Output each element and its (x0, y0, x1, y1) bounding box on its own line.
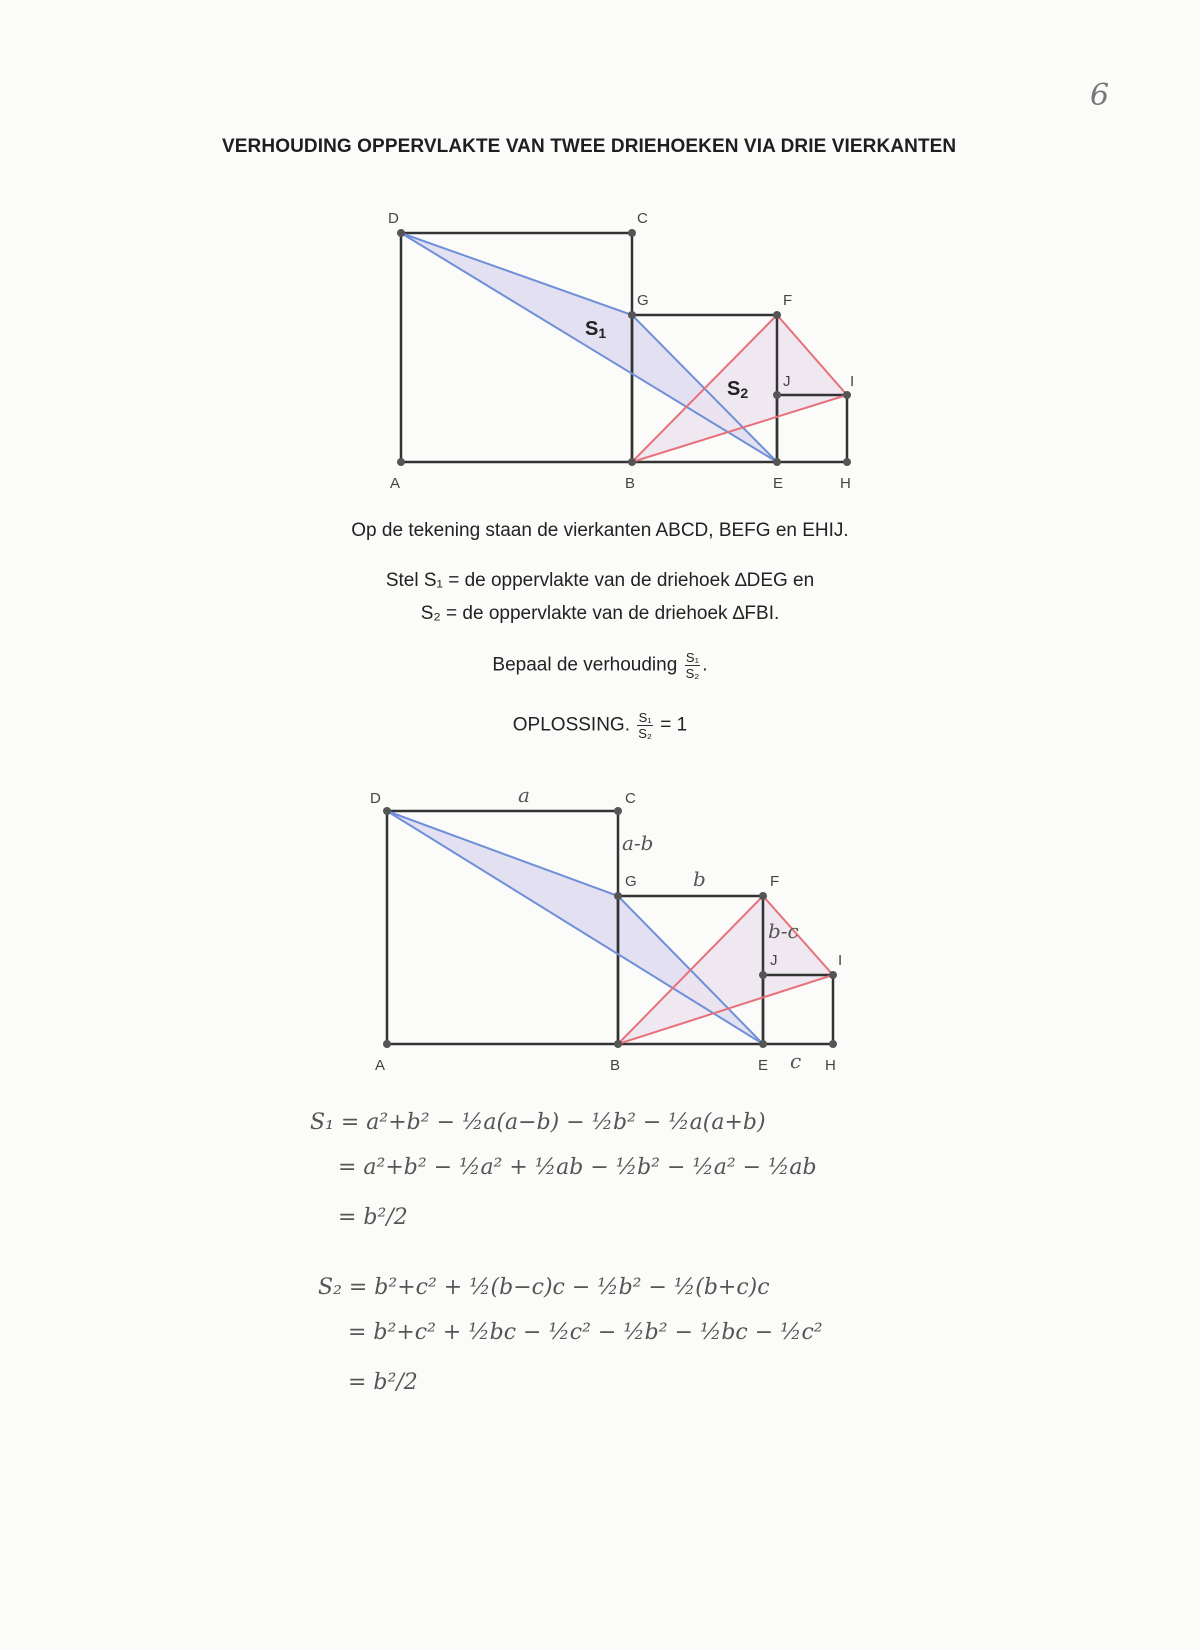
point-g-2 (614, 892, 622, 900)
label-f-2: F (770, 873, 780, 890)
point-f-2 (759, 892, 767, 900)
point-e-2 (759, 1040, 767, 1048)
question-text: Bepaal de verhouding (492, 654, 678, 676)
label-c: C (637, 210, 648, 227)
point-h-2 (829, 1040, 837, 1048)
side-label-b-minus-c: b-c (768, 919, 799, 943)
s1-line-1: S₁ = a²+b² − ½a(a−b) − ½b² − ½a(a+b) (310, 1110, 766, 1135)
label-c-2: C (625, 790, 636, 807)
label-h-2: H (825, 1057, 836, 1074)
label-e-2: E (758, 1057, 769, 1074)
fraction-denominator: S₂ (685, 666, 700, 681)
point-a-2 (383, 1040, 391, 1048)
page-title: VERHOUDING OPPERVLAKTE VAN TWEE DRIEHOEKEN VIA DRIE VIERKANTEN (222, 136, 957, 157)
side-label-a: a (518, 783, 530, 807)
point-b-2 (614, 1040, 622, 1048)
triangle-deg-outline-2 (387, 811, 763, 1044)
label-a-2: A (375, 1057, 386, 1074)
point-j-2 (759, 971, 767, 979)
point-c-2 (614, 807, 622, 815)
label-g-2: G (625, 873, 637, 890)
solution-label: OPLOSSING. (512, 714, 630, 736)
label-j-2: J (770, 952, 778, 969)
solution-value: = 1 (660, 714, 688, 736)
label-b: B (625, 475, 636, 492)
s1-line-2: = a²+b² − ½a² + ½ab − ½b² − ½a² − ½ab (338, 1155, 817, 1180)
label-j: J (783, 373, 791, 390)
label-g: G (637, 292, 649, 309)
side-label-c: c (790, 1049, 802, 1073)
label-d: D (388, 210, 399, 227)
s2-line-1: S₂ = b²+c² + ½(b−c)c − ½b² − ½(b+c)c (318, 1275, 770, 1300)
label-f: F (783, 292, 793, 309)
question-period: . (702, 654, 708, 676)
page-number: 6 (1090, 78, 1110, 113)
area-label-s2: S2 (727, 378, 749, 401)
s2-line-3: = b²/2 (348, 1370, 418, 1395)
label-a: A (390, 475, 401, 492)
point-i-2 (829, 971, 837, 979)
side-label-b: b (693, 867, 706, 891)
label-b-2: B (610, 1057, 621, 1074)
point-d-2 (383, 807, 391, 815)
s1-line-3: = b²/2 (338, 1205, 408, 1230)
side-label-a-minus-b: a-b (622, 831, 654, 855)
label-h: H (840, 475, 851, 492)
label-d-2: D (370, 790, 381, 807)
solution-denominator: S₂ (638, 726, 652, 741)
label-e: E (773, 475, 784, 492)
intro-line: Op de tekening staan de vierkanten ABCD, BEFG en EHIJ. (351, 520, 849, 541)
area-label-s1: S1 (585, 318, 607, 341)
fraction-numerator: S₁ (685, 650, 699, 665)
definition-s1: Stel S₁ = de oppervlakte van de driehoek ∆DEG en (385, 570, 815, 591)
label-i: I (850, 373, 855, 390)
label-i-2: I (838, 952, 843, 969)
solution-numerator: S₁ (638, 710, 652, 725)
s2-line-2: = b²+c² + ½bc − ½c² − ½b² − ½bc − ½c² (348, 1320, 823, 1345)
definition-s2: S₂ = de oppervlakte van de driehoek ∆FBI. (420, 603, 780, 624)
